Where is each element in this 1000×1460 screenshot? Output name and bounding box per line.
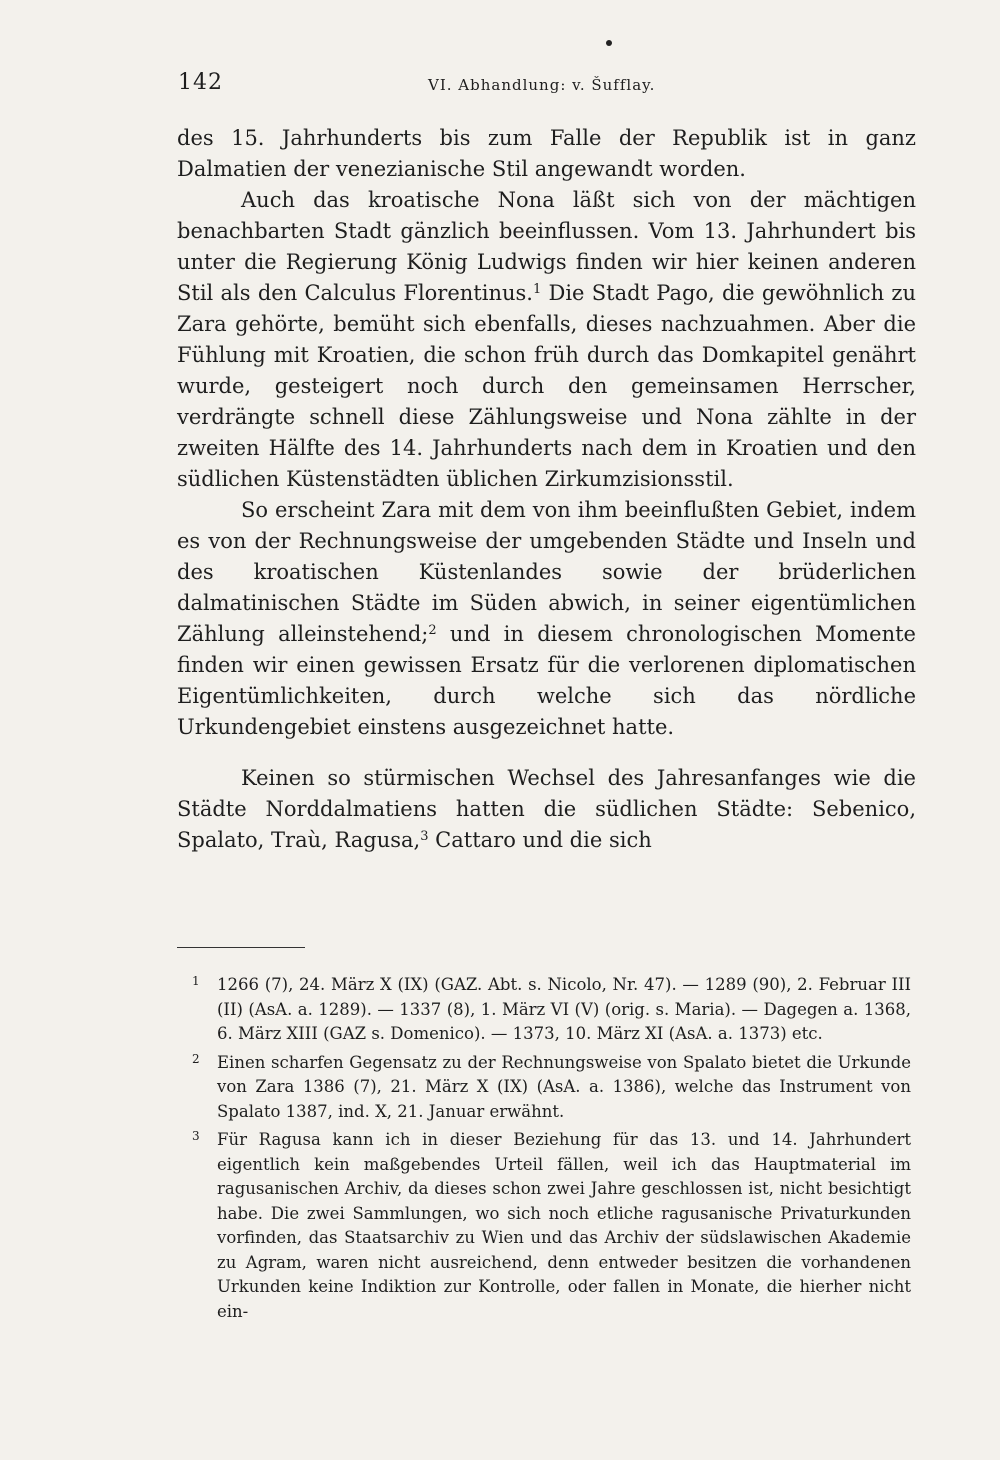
footnote-mark-3: 3 [192, 1129, 200, 1143]
paragraph-4 [177, 763, 916, 856]
footnotes [192, 973, 911, 1328]
footnote-2-text: Einen scharfen Gegensatz zu der Rechnungsweise von Spalato bietet die Urkunde von Zara 1386 (7), 21. März X (IX) (AsA. a. 1386), welche das Instrument von Spalato 1387, ind. X, 21. Januar erwähnt. [217, 1052, 911, 1121]
paragraph-1 [177, 123, 916, 185]
paragraph-4-text-a: Keinen so stürmischen Wechsel des Jahresanfanges wie die Städte Norddalmatiens hatten die südlichen Städte: Sebenico, Spalato, Traù, Ragusa, [177, 766, 916, 852]
footnote-ref-2: 2 [428, 623, 437, 638]
paragraph-4-text-b: Cattaro und die sich [428, 828, 652, 852]
footnote-separator [177, 947, 305, 948]
paragraph-3 [177, 495, 916, 743]
paragraph-2-text-b: Die Stadt Pago, die gewöhnlich zu Zara gehörte, bemüht sich ebenfalls, dieses nachzuahmen. Aber die Fühlung mit Kroatien, die schon früh durch das Domkapitel genährt wurde, gesteigert noch durch den gemeinsamen Herrscher, verdrängte schnell diese Zählungsweise und Nona zählte in der zweiten Hälfte des 14. Jahrhunderts nach dem in Kroatien und den südlichen Küstenstädten üblichen Zirkumzisionsstil. [177, 281, 916, 491]
paragraph-2-text-a: Auch das kroatische Nona läßt sich von der mächtigen benachbarten Stadt gänzlich beeinflussen. Vom 13. Jahrhundert bis unter die Regierung König Ludwigs finden wir hier keinen anderen Stil als den Calculus Florentinus. [177, 188, 916, 305]
footnote-2 [192, 1051, 911, 1125]
footnote-3 [192, 1128, 911, 1324]
footnote-ref-1: 1 [532, 282, 542, 297]
page-number: 142 [178, 70, 223, 95]
speck-mark [606, 40, 612, 46]
footnote-mark-1: 1 [192, 974, 200, 988]
main-text [177, 123, 916, 856]
paragraph-1-text: des 15. Jahrhunderts bis zum Falle der Republik ist in ganz Dalmatien der venezianische Stil angewandt worden. [177, 126, 916, 181]
paragraph-2 [177, 185, 916, 495]
footnote-3-text: Für Ragusa kann ich in dieser Beziehung für das 13. und 14. Jahrhundert eigentlich kein maßgebendes Urteil fällen, weil ich das Hauptmaterial im ragusanischen Archiv, da dieses schon zwei Jahre geschlossen ist, nicht besichtigt habe. Die zwei Sammlungen, wo sich noch etliche ragusanische Privaturkunden vorfinden, das Staatsarchiv zu Wien und das Archiv der südslawischen Akademie zu Agram, waren nicht ausreichend, denn entweder besitzen die vorhandenen Urkunden keine Indiktion zur Kontrolle, oder fallen in Monate, die hierher nicht ein- [217, 1130, 911, 1321]
footnote-mark-2: 2 [192, 1051, 200, 1066]
paragraph-3-text-b: und in diesem chronologischen Momente finden wir einen gewissen Ersatz für die verlorenen diplomatischen Eigentümlichkeiten, durch welche sich das nördliche Urkundengebiet einstens ausgezeichnet hatte. [177, 622, 916, 739]
footnote-1-text: 1266 (7), 24. März X (IX) (GAZ. Abt. s. Nicolo, Nr. 47). — 1289 (90), 2. Februar III (II) (AsA. a. 1289). — 1337 (8), 1. März VI (V) (orig. s. Maria). — Dagegen a. 1368, 6. März XIII (GAZ s. Domenico). — 1373, 10. März XI (AsA. a. 1373) etc. [217, 975, 911, 1043]
page-header [178, 70, 914, 102]
footnote-ref-3: 3 [420, 829, 429, 844]
footnote-1 [192, 973, 911, 1047]
paragraph-3-text-a: So erscheint Zara mit dem von ihm beeinflußten Gebiet, indem es von der Rechnungsweise der umgebenden Städte und Inseln und des kroatischen Küstenlandes sowie der brüderlichen dalmatinischen Städte im Süden abwich, in seiner eigentümlichen Zählung alleinstehend; [177, 498, 916, 646]
running-title: VI. Abhandlung: v. Šufflay. [428, 76, 656, 94]
